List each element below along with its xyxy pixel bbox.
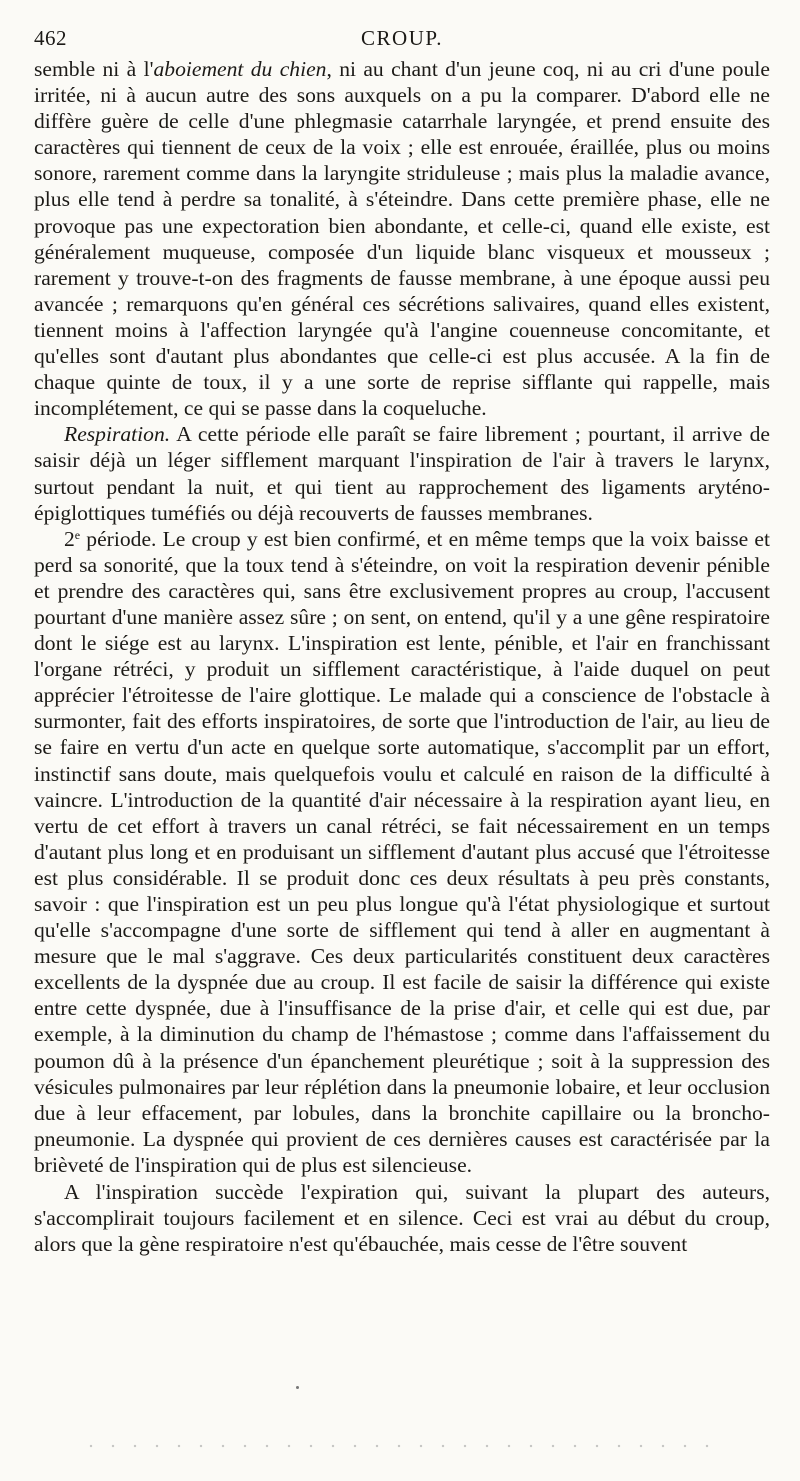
paragraph-expiration (34, 1179, 770, 1257)
paragraph-second-period (34, 526, 770, 1178)
print-speck (296, 1386, 299, 1389)
running-title: CROUP. (361, 26, 443, 50)
paragraph-1-start: semble ni à l' (34, 57, 154, 81)
page-body (34, 56, 770, 1257)
paragraph-1 (34, 56, 770, 421)
paragraph-respiration-text: A cette période elle paraît se faire librement ; pourtant, il arrive de saisir déjà un léger sifflement marquant l'inspiration de l'air à travers le larynx, surtout pendant la nuit, et qui tient au rapprochement des ligaments aryténo-épiglottiques tuméfiés ou déjà recouverts de fausses membranes. (34, 422, 770, 525)
section-heading-respiration: Respiration. (64, 422, 171, 447)
paragraph-expiration-text: A l'inspiration succède l'expiration qui, suivant la plupart des auteurs, s'accomplirait toujours facilement et en silence. Ceci est vrai au début du croup, alors que la gène respiratoire n'est qu'ébauchée, mais cesse de l'être souvent (34, 1180, 770, 1257)
paragraph-1-italic: aboiement du chien (153, 57, 327, 81)
page-header (34, 22, 770, 52)
paragraph-respiration (34, 421, 770, 525)
page-number: 462 (34, 26, 67, 50)
period-number: 2 (64, 526, 75, 551)
paragraph-second-period-text: période. Le croup y est bien confirmé, et en même temps que la voix baisse et perd sa sonorité, que la toux tend à s'éteindre, on voit la respiration devenir pénible et prendre des caractères qui, sans être exclusivement propres au croup, l'accusent pourtant d'une manière assez sûre ; on sent, on entend, qu'il y a une gêne respiratoire dont le siége est au larynx. L'inspiration est lente, pénible, et l'air en franchissant l'organe rétréci, y produit un sifflement caractéristique, à l'aide duquel on peut apprécier l'étroitesse de l'aire glottique. Le malade qui a conscience de l'obstacle à surmonter, fait des efforts inspiratoires, de sorte que l'introduction de l'air, au lieu de se faire en vertu d'un acte en quelque sorte automatique, s'accomplit par un effort, instinctif sans doute, mais quelquefois voulu et calculé en raison de la difficulté à vaincre. L'introduction de la quantité d'air nécessaire à la respiration ayant lieu, en vertu de cet effort à travers un canal rétréci, se fait nécessairement en un temps d'autant plus long et en produisant un sifflement d'autant plus accusé que l'étroitesse est plus considérable. Il se produit donc ces deux résultats à peu près constants, savoir : que l'inspiration est un peu plus longue qu'à l'état physiologique et surtout qu'elle s'accompagne d'une sorte de sifflement qui tend à aller en augmentant à mesure que le mal s'aggrave. Ces deux particularités constituent deux caractères excellents de la dyspnée due au croup. Il est facile de saisir la différence qui existe entre cette dyspnée, due à l'insuffisance de la prise d'air, et celle qui est due, par exemple, à la diminution du champ de l'hémastose ; comme dans l'affaissement du poumon dû à la présence d'un épanchement pleurétique ; soit à la suppression des vésicules pulmonaires par leur réplétion dans la pneumonie lobaire, et leur occlusion due à leur effacement, par lobules, dans la bronchite capillaire ou la broncho-pneumonie. La dyspnée qui provient de ces dernières causes est caractérisée par la brièveté de l'inspiration qui de plus est silencieuse. (34, 526, 770, 1177)
period-ordinal: e (74, 527, 81, 542)
paragraph-1-text: , ni au chant d'un jeune coq, ni au cri d'une poule irritée, ni à aucun autre des sons auxquels on a pu la comparer. D'abord elle ne diffère guère de celle d'une phlegmasie catarrhale laryngée, et prend ensuite des caractères qui tiennent de ceux de la voix ; elle est enrouée, éraillée, plus ou moins sonore, rarement comme dans la laryngite striduleuse ; mais plus la maladie avance, plus elle tend à perdre sa tonalité, à s'éteindre. Dans cette première phase, elle ne provoque pas une expectoration bien abondante, et celle-ci, quand elle existe, est généralement muqueuse, composée d'un liquide blanc visqueux et mousseux ; rarement y trouve-t-on des fragments de fausse membrane, à une époque aussi peu avancée ; remarquons qu'en général ces sécrétions salivaires, quand elles existent, tiennent moins à l'affection laryngée qu'à l'angine couenneuse concomitante, et qu'elles sont d'autant plus abondantes que celle-ci est plus accusée. A la fin de chaque quinte de toux, il y a une sorte de reprise sifflante qui rappelle, mais incomplétement, ce qui se passe dans la coqueluche. (34, 57, 770, 421)
print-noise-row (80, 1444, 720, 1448)
